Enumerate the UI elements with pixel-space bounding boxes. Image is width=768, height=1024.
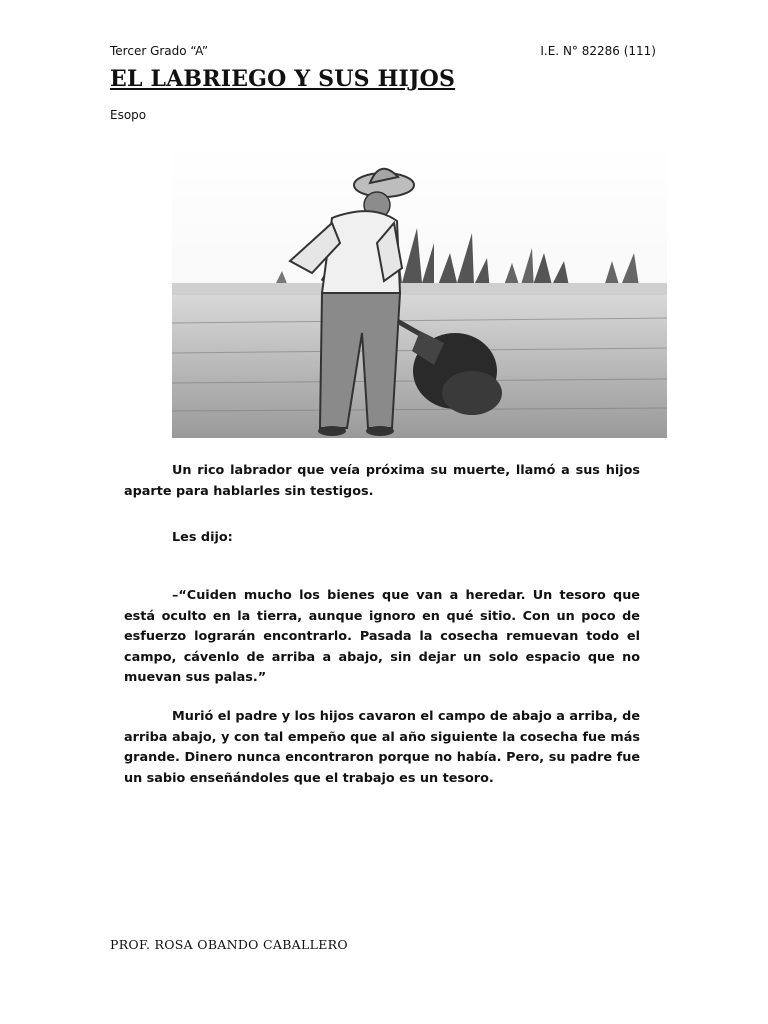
paragraph-3: –“Cuiden mucho los bienes que van a heredar. Un tesoro que está oculto en la tierra, aunque ignoro en qué sitio. Con un poco de esfuerzo lograrán encontrarlo. Pasada la cosecha remuevan todo el campo, cávenlo de arriba a abajo, sin dejar un solo espacio que no muevan sus palas.” bbox=[124, 588, 640, 685]
page-title: EL LABRIEGO Y SUS HIJOS bbox=[110, 66, 456, 92]
author: Esopo bbox=[110, 108, 147, 122]
header-school: I.E. N° 82286 (111) bbox=[540, 44, 656, 58]
paragraph-1: Un rico labrador que veía próxima su muerte, llamó a sus hijos aparte para hablarles sin testigos. bbox=[124, 463, 640, 499]
footer-teacher: PROF. ROSA OBANDO CABALLERO bbox=[110, 937, 348, 952]
paragraph-2: Les dijo: bbox=[172, 530, 233, 545]
farmer-digging-illustration bbox=[172, 143, 667, 438]
header-grade: Tercer Grado “A” bbox=[110, 44, 209, 58]
paragraph-4: Murió el padre y los hijos cavaron el campo de abajo a arriba, de arriba abajo, y con tal empeño que al año siguiente la cosecha fue más grande. Dinero nunca encontraron porque no había. Pero, su padre fue un sabio enseñándoles que el trabajo es un tesoro. bbox=[124, 709, 640, 786]
